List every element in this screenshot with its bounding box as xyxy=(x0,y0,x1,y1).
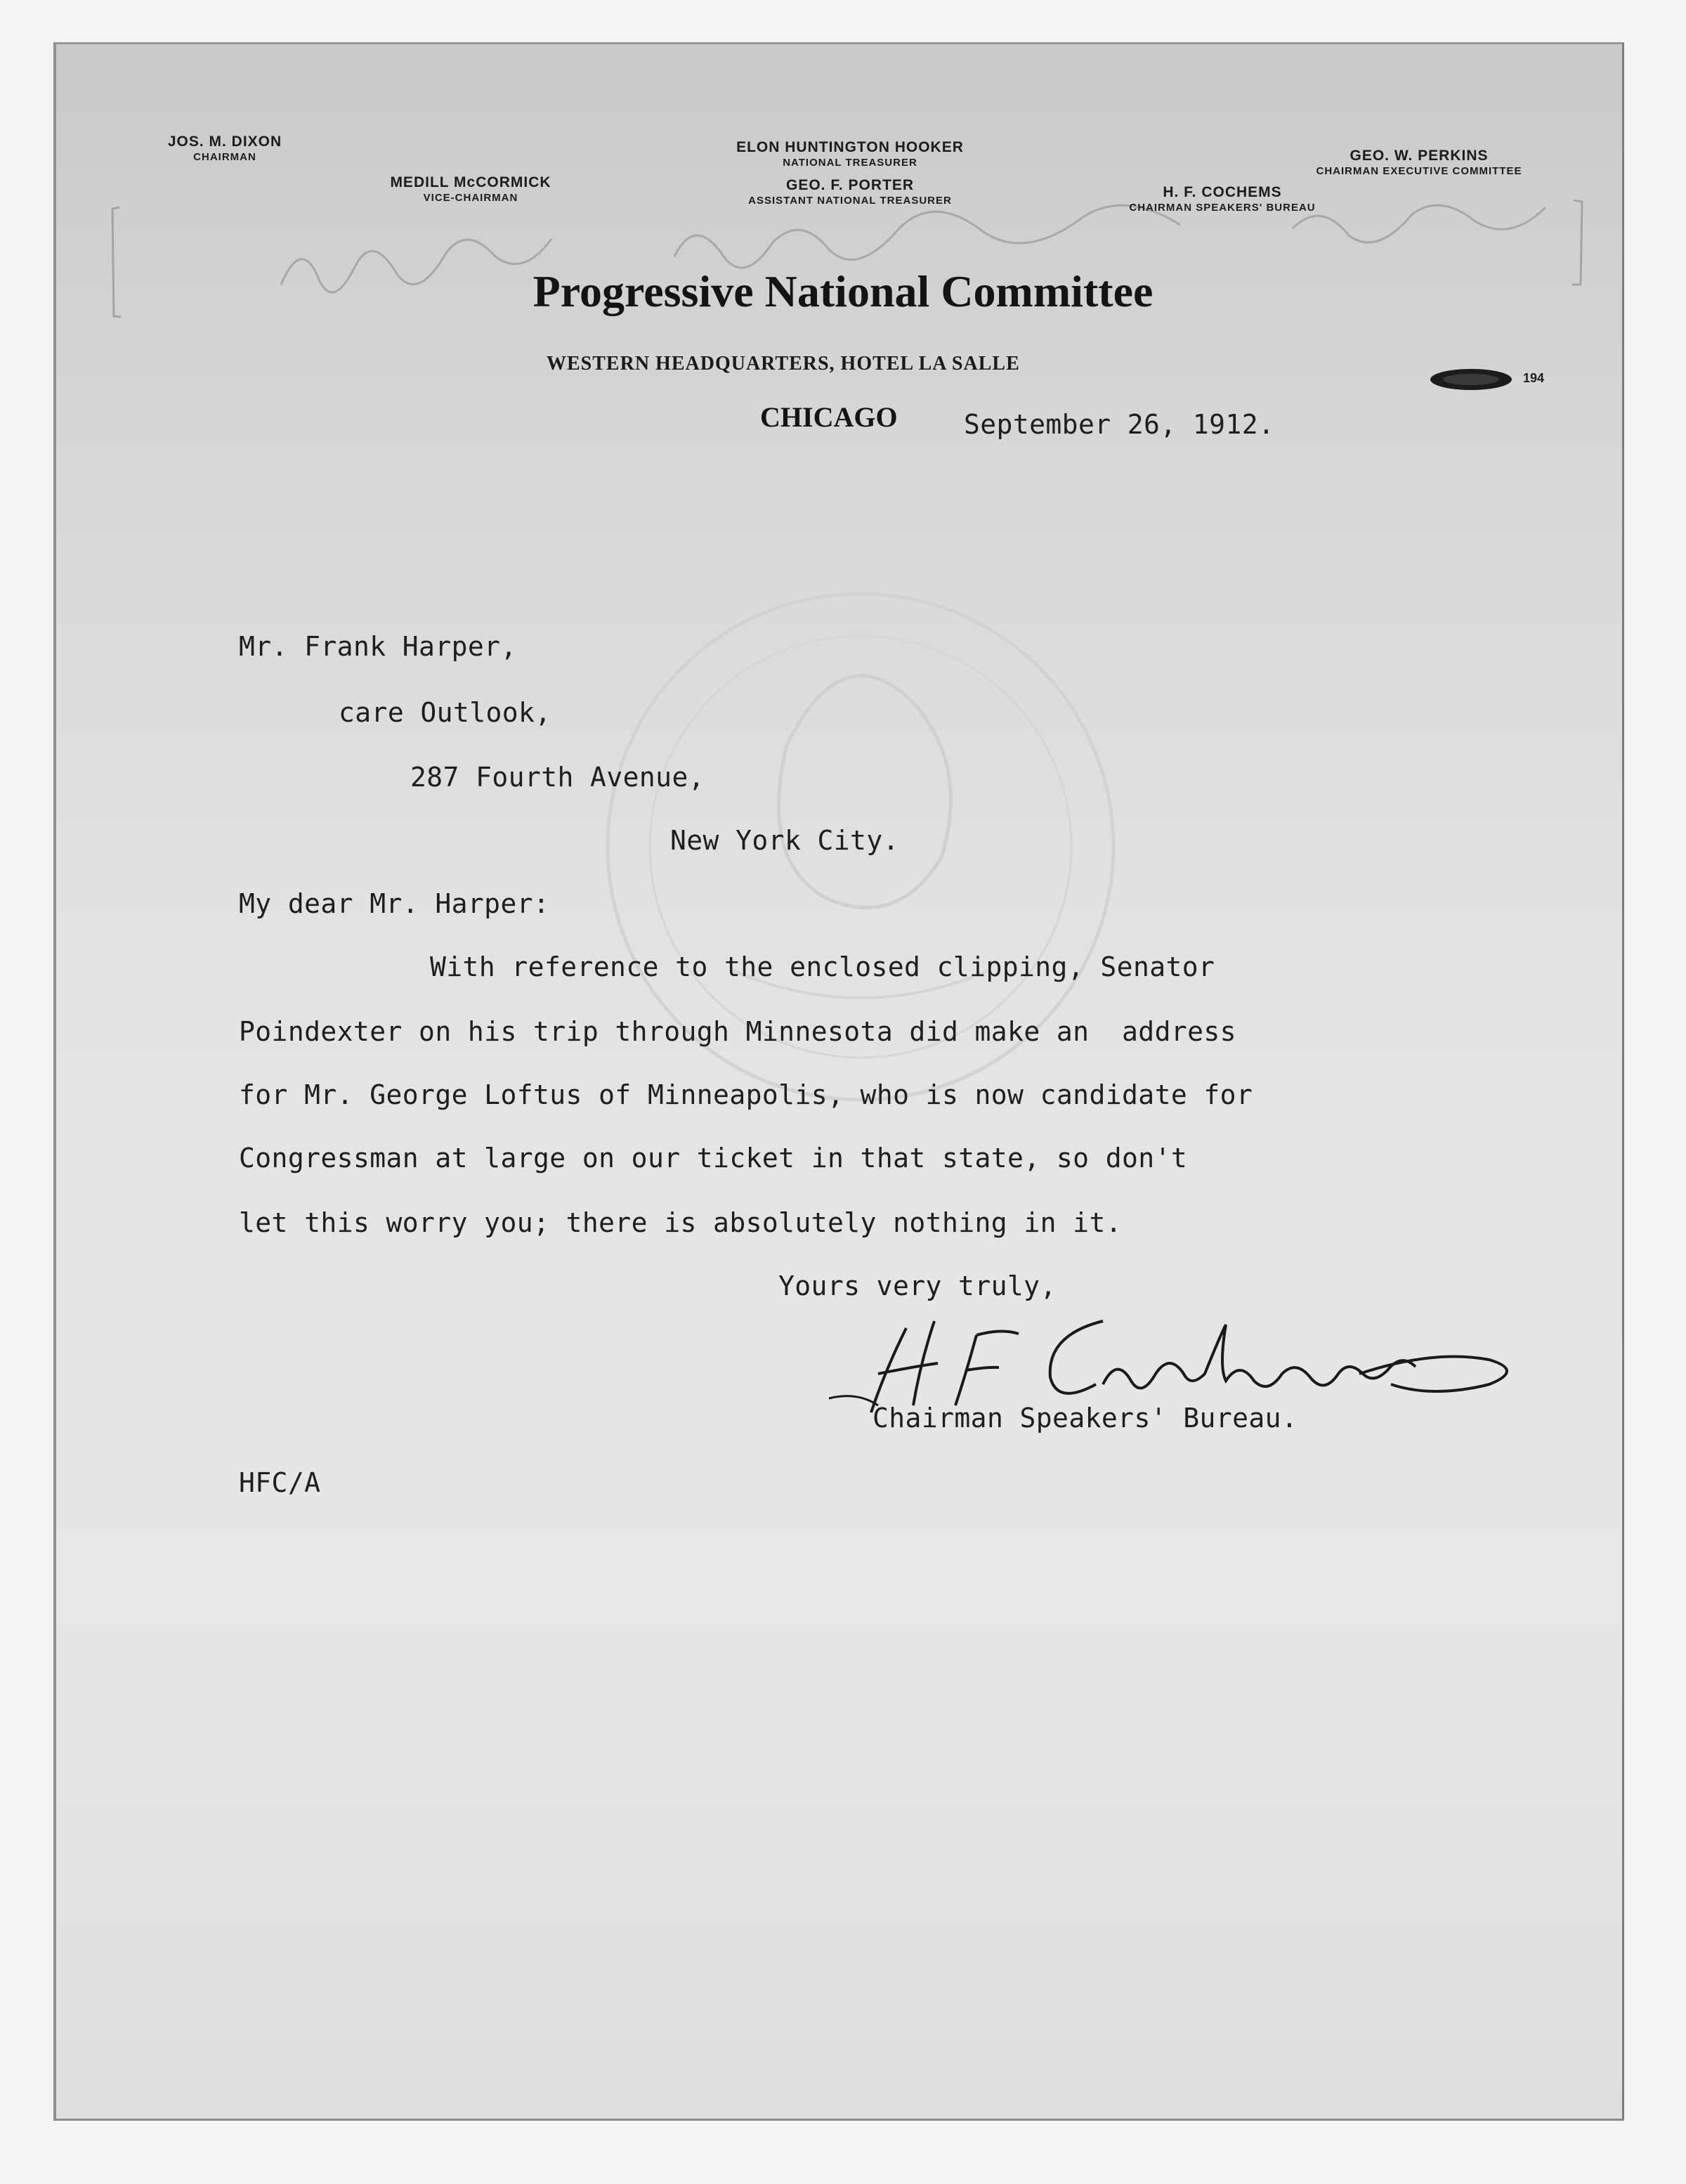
officer-title: VICE-CHAIRMAN xyxy=(423,192,518,204)
body-line: for Mr. George Loftus of Minneapolis, who is now candidate for xyxy=(239,1079,1253,1110)
headquarters-line: WESTERN HEADQUARTERS, HOTEL LA SALLE xyxy=(547,353,1020,375)
officer-vice-chairman xyxy=(351,174,590,204)
officer-speakers-bureau xyxy=(1082,184,1363,214)
officer-name: GEO. W. PERKINS xyxy=(1350,148,1489,164)
officer-title: CHAIRMAN SPEAKERS' BUREAU xyxy=(1129,202,1316,214)
union-label-number: 194 xyxy=(1523,371,1545,385)
officer-title: NATIONAL TREASURER xyxy=(783,157,917,169)
salutation: My dear Mr. Harper: xyxy=(239,888,550,919)
closing: Yours very truly, xyxy=(778,1270,1057,1301)
address-line: care Outlook, xyxy=(339,697,551,728)
address-line: Mr. Frank Harper, xyxy=(239,631,517,662)
address-line: New York City. xyxy=(670,825,899,856)
body-line: Congressman at large on our ticket in that state, so don't xyxy=(239,1143,1188,1174)
officer-title: CHAIRMAN xyxy=(193,151,256,163)
officer-name: MEDILL McCORMICK xyxy=(390,174,551,190)
officer-title: CHAIRMAN EXECUTIVE COMMITTEE xyxy=(1316,165,1522,177)
officer-executive-committee xyxy=(1264,148,1574,177)
officer-name: JOS. M. DIXON xyxy=(167,134,282,150)
officer-name: ELON HUNTINGTON HOOKER xyxy=(736,139,964,155)
body-line: With reference to the enclosed clipping, Senator xyxy=(430,951,1215,982)
union-label-icon xyxy=(1430,365,1529,394)
city-name: CHICAGO xyxy=(760,401,898,433)
officer-title: ASSISTANT NATIONAL TREASURER xyxy=(748,195,952,207)
body-line: let this worry you; there is absolutely nothing in it. xyxy=(239,1207,1123,1238)
officer-name: H. F. COCHEMS xyxy=(1163,184,1282,200)
reference-initials: HFC/A xyxy=(239,1467,321,1498)
committee-name: Progressive National Committee xyxy=(532,266,1154,316)
officer-chairman xyxy=(112,134,337,163)
signer-title: Chairman Speakers' Bureau. xyxy=(873,1403,1298,1434)
officer-name: GEO. F. PORTER xyxy=(785,177,915,193)
address-line: 287 Fourth Avenue, xyxy=(410,762,705,793)
letter-date: September 26, 1912. xyxy=(964,409,1275,440)
officer-assistant-treasurer xyxy=(688,177,1012,207)
body-line: Poindexter on his trip through Minnesota did make an address xyxy=(239,1016,1236,1047)
officer-national-treasurer xyxy=(688,139,1012,169)
